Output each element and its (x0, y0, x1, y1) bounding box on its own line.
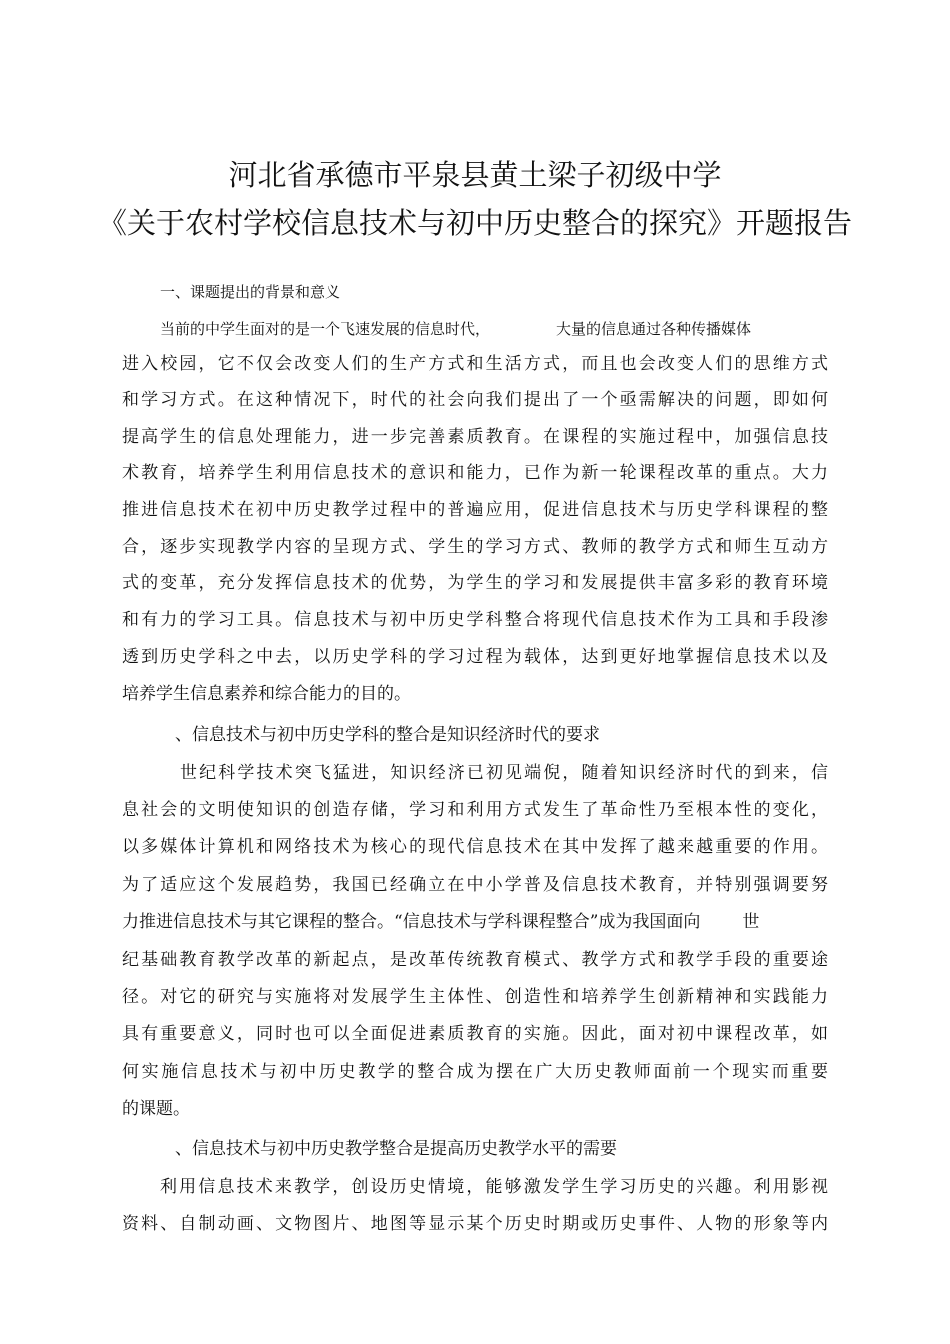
paragraph-line: 径。对它的研究与实施将对发展学生主体性、创造性和培养学生创新精神和实践能力 (122, 987, 828, 1007)
paragraph-line: 术教育，培养学生利用信息技术的意识和能力，已作为新一轮课程改革的重点。大力 (122, 463, 828, 483)
paragraph-line: 当前的中学生面对的是一个飞速发展的信息时代， 大量的信息通过各种传播媒体 (160, 320, 752, 338)
paragraph-line: 进入校园，它不仅会改变人们的生产方式和生活方式，而且也会改变人们的思维方式 (122, 354, 828, 374)
paragraph-line: 何实施信息技术与初中历史教学的整合成为摆在广大历史教师面前一个现实而重要 (122, 1062, 828, 1082)
paragraph-line: 世纪科学技术突飞猛进，知识经济已初见端倪，随着知识经济时代的到来，信 (180, 763, 828, 783)
paragraph-line: 合，逐步实现教学内容的呈现方式、学生的学习方式、教师的教学方式和师生互动方 (122, 537, 828, 557)
document-title-school: 河北省承德市平泉县黄土梁子初级中学 (228, 158, 722, 192)
section-heading-knowledge-economy: 、信息技术与初中历史学科的整合是知识经济时代的要求 (175, 725, 600, 745)
paragraph-line: 透到历史学科之中去，以历史学科的学习过程为载体，达到更好地掌握信息技术以及 (122, 647, 828, 667)
paragraph-line: 纪基础教育教学改革的新起点，是改革传统教育模式、教学方式和教学手段的重要途 (122, 950, 828, 970)
paragraph-line: 和学习方式。在这种情况下，时代的社会向我们提出了一个亟需解决的问题，即如何 (122, 390, 828, 410)
paragraph-line: 利用信息技术来教学，创设历史情境，能够激发学生学习历史的兴趣。利用影视 (160, 1177, 828, 1197)
section-heading-background: 一、课题提出的背景和意义 (160, 283, 341, 301)
paragraph-line: 的课题。 (122, 1099, 190, 1119)
paragraph-line: 推进信息技术在初中历史教学过程中的普遍应用，促进信息技术与历史学科课程的整 (122, 500, 828, 520)
document-title-report: 《关于农村学校信息技术与初中历史整合的探究》开题报告 (97, 206, 852, 240)
paragraph-line: 培养学生信息素养和综合能力的目的。 (122, 684, 411, 704)
paragraph-line: 具有重要意义，同时也可以全面促进素质教育的实施。因此，面对初中课程改革，如 (122, 1024, 828, 1044)
paragraph-line: 息社会的文明使知识的创造存储，学习和利用方式发生了革命性乃至根本性的变化， (122, 800, 828, 820)
paragraph-line: 式的变革，充分发挥信息技术的优势，为学生的学习和发展提供丰富多彩的教育环境 (122, 573, 828, 593)
paragraph-line: 以多媒体计算机和网络技术为核心的现代信息技术在其中发挥了越来越重要的作用。 (122, 837, 828, 857)
paragraph-line: 为了适应这个发展趋势，我国已经确立在中小学普及信息技术教育，并特别强调要努 (122, 875, 828, 895)
paragraph-line: 力推进信息技术与其它课程的整合。“信息技术与学科课程整合”成为我国面向 世 (122, 912, 760, 932)
paragraph-line: 提高学生的信息处理能力，进一步完善素质教育。在课程的实施过程中，加强信息技 (122, 427, 828, 447)
section-heading-teaching-level: 、信息技术与初中历史教学整合是提高历史教学水平的需要 (175, 1139, 617, 1159)
paragraph-line: 和有力的学习工具。信息技术与初中历史学科整合将现代信息技术作为工具和手段渗 (122, 610, 828, 630)
paragraph-line: 资料、自制动画、文物图片、地图等显示某个历史时期或历史事件、人物的形象等内 (122, 1214, 828, 1234)
